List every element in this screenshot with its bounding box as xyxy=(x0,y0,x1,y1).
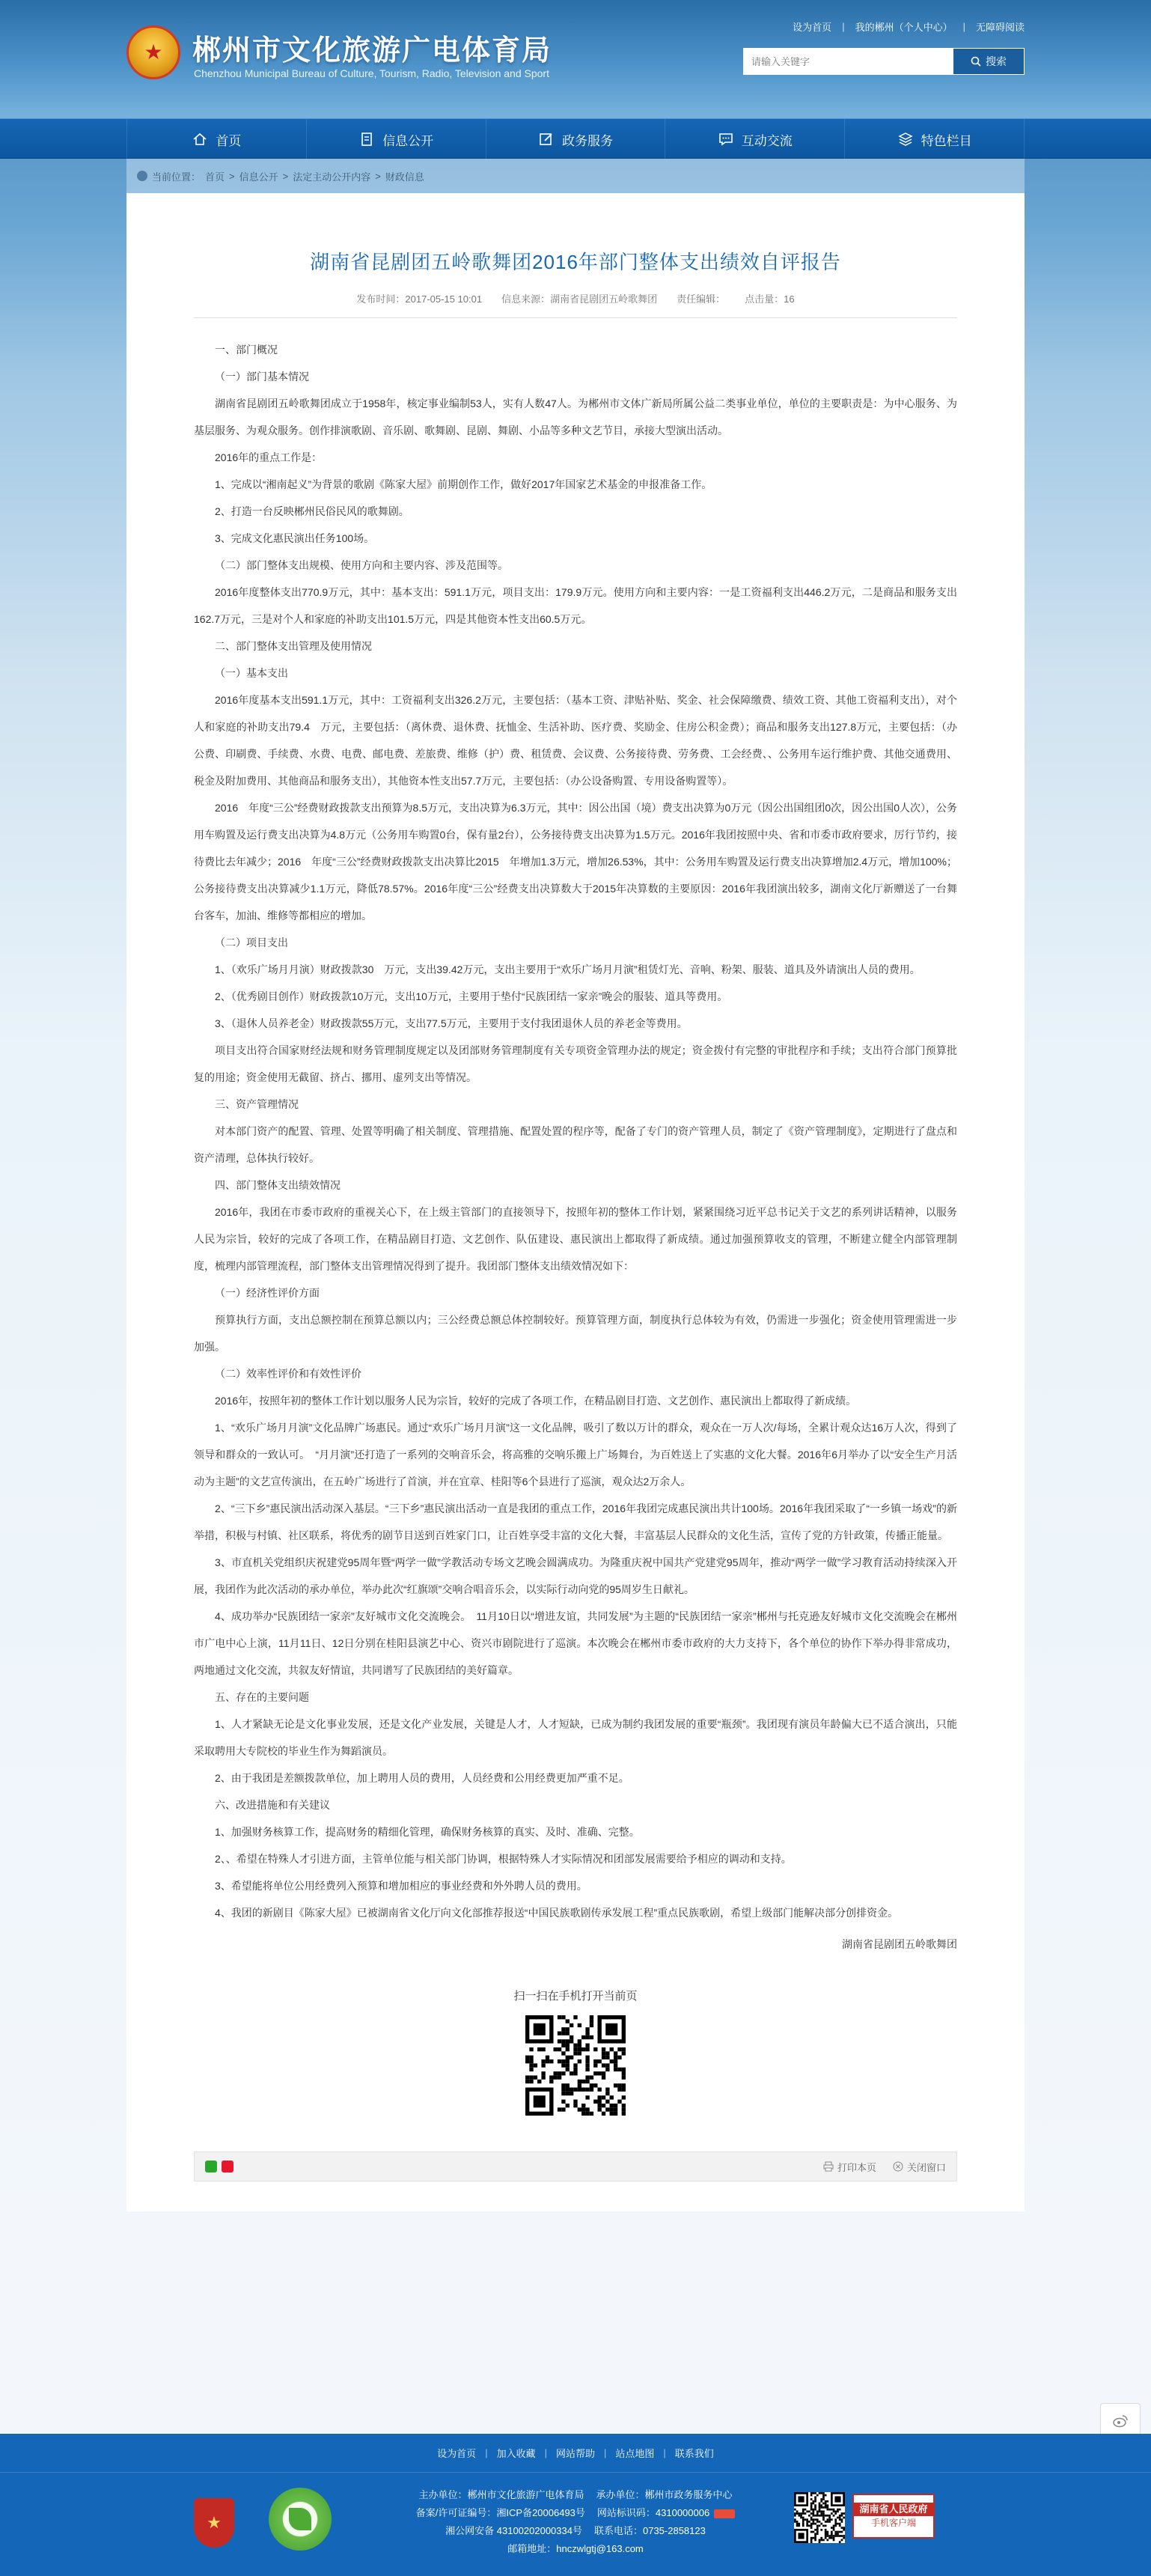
article-paragraph: （二）部门整体支出规模、使用方向和主要内容、涉及范围等。 xyxy=(215,559,508,571)
search-button-label: 搜索 xyxy=(986,55,1007,67)
article-paragraph: 3、（退休人员养老金）财政拨款55万元，支出77.5万元，主要用于支付我团退休人员的养老金等费用。 xyxy=(215,1017,688,1029)
print-icon xyxy=(823,2161,834,2172)
weibo-share-icon[interactable] xyxy=(222,2161,233,2172)
nav-item-label: 政务服务 xyxy=(561,133,613,148)
site-title[interactable]: 郴州市文化旅游广电体育局 xyxy=(192,35,552,67)
footer-phone: 联系电话：0735-2858123 xyxy=(593,2525,706,2536)
print-button[interactable] xyxy=(823,2160,876,2174)
location-icon xyxy=(137,171,147,181)
article-paragraph: （一）基本支出 xyxy=(215,667,288,679)
article-paragraph: 五、存在的主要问题 xyxy=(215,1691,309,1703)
article-paragraph: 2、（优秀剧目创作）财政拨款10万元，支出10万元，主要用于垫付“民族团结一家亲”晚会的服装、道具等费用。 xyxy=(215,990,728,1002)
document-icon xyxy=(358,131,375,147)
qr-caption: 扫一扫在手机打开当前页 xyxy=(513,1990,638,2003)
layers-icon xyxy=(897,131,914,147)
article-paragraph: 3、市直机关党组织庆祝建党95周年暨“两学一做”学教活动专场文艺晚会圆满成功。为隆重庆祝中国共产党建党95周年，推动“两学一做”学习教育活动持续深入开展，我团作为此次活动的承办单位，举办此次“红旗颂”交响合唱音乐会，以实际行动向党的95周岁生日献礼。 xyxy=(194,1556,957,1595)
ipv6-badge-icon xyxy=(714,2509,735,2518)
breadcrumb-item-statutory[interactable]: 法定主动公开内容 xyxy=(293,171,371,183)
info-source: 信息来源：湖南省昆剧团五岭歌舞团 xyxy=(501,293,658,305)
top-links: 设为首页 | 我的郴州（个人中心） | 无障碍阅读 xyxy=(793,21,1025,33)
article-paragraph: 2016年，我团在市委市政府的重视关心下，在上级主管部门的直接领导下，按照年初的整体工作计划，紧紧围绕习近平总书记关于文艺的系列讲话精神，以服务人民为宗旨，较好的完成了各项工作，在精品剧目打造、文艺创作、队伍建设、惠民演出上都取得了新成绩。通过加强预算收支的管理，不断建立健全内部管理制度，梳理内部管理流程，部门整体支出管理情况得到了提升。我团部门整体支出绩效情况如下： xyxy=(194,1206,957,1272)
set-homepage-link[interactable]: 设为首页 xyxy=(793,22,832,33)
close-label: 关闭窗口 xyxy=(906,2161,946,2173)
search-button[interactable] xyxy=(953,48,1025,75)
article-paragraph: 2、由于我团是差额拨款单位，加上聘用人员的费用，人员经费和公用经费更加严重不足。 xyxy=(215,1772,629,1784)
article-paragraph: 对本部门资产的配置、管理、处置等明确了相关制度、管理措施、配置处置的程序等，配备了专门的资产管理人员，制定了《资产管理制度》，定期进行了盘点和资产清理，总体执行较好。 xyxy=(194,1125,957,1164)
gov-badge-bottom: 手机客户端 xyxy=(870,2518,916,2528)
article-paragraph: 2、、希望在特殊人才引进方面，主管单位能与相关部门协调，根据特殊人才实际情况和团部发展需要给予相应的调动和支持。 xyxy=(215,1853,792,1865)
article-body xyxy=(194,336,957,1926)
breadcrumb: 当前位置： 首页 > 信息公开 > 法定主动公开内容 > 财政信息 xyxy=(126,159,1025,193)
breadcrumb-item-finance[interactable]: 财政信息 xyxy=(385,171,424,183)
nav-item-label: 首页 xyxy=(216,133,242,148)
nav-item-label: 互动交流 xyxy=(741,133,793,148)
article-paragraph: 一、部门概况 xyxy=(215,344,278,356)
search-input[interactable] xyxy=(743,48,953,75)
article-paragraph: 2016年度整体支出770.9万元，其中：基本支出：591.1万元，项目支出：179.9万元。使用方向和主要内容：一是工资福利支出446.2万元，二是商品和服务支出162.7万元，三是对个人和家庭的补助支出101.5万元，四是其他资本性支出60.5万元。 xyxy=(194,586,957,625)
article-paragraph: （二）项目支出 xyxy=(215,937,288,949)
breadcrumb-item-info[interactable]: 信息公开 xyxy=(239,171,278,183)
search-box xyxy=(743,48,1025,75)
article-paragraph: 1、“欢乐广场月月演”文化品牌广场惠民。通过“欢乐广场月月演”这一文化品牌，吸引了数以万计的群众，观众在一万人次/每场，全累计观众达16万人次，得到了领导和群众的一致认可。 “月月演”还打造了一系列的交响音乐会，将高雅的交响乐搬上广场舞台，为百姓送上了实惠的文化大餐。2016年6月举办了以“安全生产月活动为主题”的文艺宣传演出，在五岭广场进行了首演，并在宜章、桂阳等6个县进行了巡演，观众达2万余人。 xyxy=(194,1422,957,1488)
breadcrumb-prefix: 当前位置： xyxy=(152,171,201,183)
home-icon xyxy=(192,131,208,147)
article-paragraph: 3、完成文化惠民演出任务100场。 xyxy=(215,532,375,544)
article-paragraph: 二、部门整体支出管理及使用情况 xyxy=(215,640,372,652)
footer-link-contact[interactable]: 联系我们 xyxy=(674,2448,714,2459)
accessibility-link[interactable]: 无障碍阅读 xyxy=(975,22,1025,33)
article-paragraph: （二）效率性评价和有效性评价 xyxy=(215,1368,361,1380)
footer-link-favorite[interactable]: 加入收藏 xyxy=(496,2448,536,2459)
nav-item-interaction[interactable] xyxy=(665,119,845,159)
article-card xyxy=(126,193,1025,2211)
article-paragraph: 1、完成以“湘南起义”为背景的歌剧《陈家大屋》前期创作工作，做好2017年国家艺术基金的申报准备工作。 xyxy=(215,478,712,490)
nav-item-gov-service[interactable] xyxy=(486,119,666,159)
wechat-share-icon[interactable] xyxy=(205,2161,217,2172)
close-window-button[interactable] xyxy=(893,2160,946,2174)
nav-item-featured[interactable] xyxy=(845,119,1025,159)
publish-date: 发布时间：2017-05-15 10:01 xyxy=(356,293,483,305)
editor: 责任编辑： xyxy=(677,293,726,305)
qr-block xyxy=(194,1988,957,2116)
site-footer xyxy=(0,2434,1151,2576)
footer-police[interactable]: 湘公网安备 43100202000334号 xyxy=(445,2525,582,2536)
article-paragraph: 三、资产管理情况 xyxy=(215,1098,299,1110)
article-paragraph: 2016年度基本支出591.1万元，其中：工资福利支出326.2万元，主要包括：（基本工资、津贴补贴、奖金、社会保障缴费、绩效工资、其他工资福利支出），对个人和家庭的补助支出79.4 万元，主要包括：（离休费、退休费、抚恤金、生活补助、医疗费、奖励金、住房公积金费）；商品和服务支出127.8万元，主要包括：（办公费、印刷费、手续费、水费、电费、邮电费、差旅费、维修（护）费、租赁费、会议费、公务接待费、劳务费、工会经费、、公务用车运行维护费、其他交通费用、税金及附加费用、其他商品和服务支出），其他资本性支出57.7万元，主要包括：（办公设备购置、专用设备购置等）。 xyxy=(194,694,957,787)
nav-item-label: 信息公开 xyxy=(382,133,434,148)
article-paragraph: 项目支出符合国家财经法规和财务管理制度规定以及团部财务管理制度有关专项资金管理办法的规定；资金拨付有完整的审批程序和手续；支出符合部门预算批复的用途；资金使用无截留、挤占、挪用、虚列支出等情况。 xyxy=(194,1044,957,1083)
national-emblem-icon: ★ xyxy=(126,25,180,79)
site-subtitle: Chenzhou Municipal Bureau of Culture, Tourism, Radio, Television and Sport xyxy=(194,67,549,79)
article-paragraph: 1、（欢乐广场月月演）财政拨款30 万元，支出39.42万元，支出主要用于“欢乐广场月月演”租赁灯光、音响、粉架、服装、道具及外请演出人员的费用。 xyxy=(215,963,921,975)
footer-site-code: 网站标识码：4310000006 xyxy=(596,2507,710,2518)
search-icon xyxy=(971,56,981,67)
article-paragraph: （一）部门基本情况 xyxy=(215,371,309,383)
site-header xyxy=(0,0,1151,118)
article-signature: 湖南省昆剧团五岭歌舞团 xyxy=(842,1938,957,1950)
article-paragraph: 4、成功举办“民族团结一家亲”友好城市文化交流晚会。 11月10日以“增进友谊，共同发展”为主题的“民族团结一家亲”郴州与托克逊友好城市文化交流晚会在郴州市广电中心上演，11月11日、12日分别在桂阳县演艺中心、资兴市剧院进行了巡演。本次晚会在郴州市委市政府的大力支持下，各个单位的协作下举办得非常成功，两地通过文化交流，共叙友好情谊，共同谱写了民族团结的美好篇章。 xyxy=(194,1610,957,1676)
footer-link-help[interactable]: 网站帮助 xyxy=(555,2448,595,2459)
article-paragraph: 2016年的重点工作是： xyxy=(215,451,323,463)
hunan-gov-app-badge[interactable] xyxy=(852,2494,935,2539)
close-icon xyxy=(893,2161,903,2172)
article-paragraph: 2、“三下乡”惠民演出活动深入基层。“三下乡”惠民演出活动一直是我团的重点工作，2016年我团完成惠民演出共计100场。2016年我团采取了“一乡镇一场戏”的新举措，积极与村镇、社区联系，将优秀的剧节目送到百姓家门口，让百姓享受丰富的文化大餐，丰富基层人民群众的文化生活，宣传了党的方针政策，传播正能量。 xyxy=(194,1502,957,1541)
print-label: 打印本页 xyxy=(837,2161,876,2173)
article-paragraph: 1、人才紧缺无论是文化事业发展，还是文化产业发展，关键是人才，人才短缺，已成为制约我团发展的重要“瓶颈”。我团现有演员年龄偏大已不适合演出，只能采取聘用大专院校的毕业生作为舞蹈演员。 xyxy=(194,1718,957,1757)
qr-code xyxy=(525,2015,626,2116)
footer-email: 邮箱地址：hnczwlgtj@163.com xyxy=(507,2543,644,2554)
article-paragraph: 2016 年度“三公”经费财政拨款支出预算为8.5万元，支出决算为6.3万元，其中：因公出国（境）费支出决算为0万元（因公出国组团0次，因公出国0人次），公务用车购置及运行费支出决算为4.8万元（公务用车购置0台，保有量2台），公务接待费支出决算为1.5万元。2016年我团按照中央、省和市委市政府要求，厉行节约，接待费比去年减少；2016 年度“三公”经费财政拨款支出决算比2015 年增加1.3万元，增加26.53%，其中：公务用车购置及运行费支出决算增加2.4万元，增加100%；公务接待费支出决算减少1.1万元，降低78.57%。2016年度“三公”经费支出决算数大于2015年决算数的主要原因：2016年我团演出较多，湖南文化厅新赠送了一台舞台客车，加油、维修等都相应的增加。 xyxy=(194,802,957,922)
article-meta xyxy=(194,291,957,318)
article-paragraph: 2、打造一台反映郴州民俗民风的歌舞剧。 xyxy=(215,505,409,517)
edit-icon xyxy=(538,131,555,147)
article-toolbar xyxy=(194,2152,957,2181)
weibo-icon xyxy=(1112,2413,1129,2429)
footer-link-sitemap[interactable]: 站点地图 xyxy=(615,2448,655,2459)
footer-links: 设为首页 | 加入收藏 | 网站帮助 | 站点地图 | 联系我们 xyxy=(0,2434,1151,2473)
article-paragraph: 湖南省昆剧团五岭歌舞团成立于1958年，核定事业编制53人，实有人数47人。为郴州市文体广新局所属公益二类事业单位，单位的主要职责是：为中心服务、为基层服务、为观众服务。创作排演歌剧、音乐剧、歌舞剧、昆剧、舞剧、小品等多种文艺节目，承接大型演出活动。 xyxy=(194,398,957,436)
article-paragraph: （一）经济性评价方面 xyxy=(215,1287,320,1299)
nav-item-home[interactable] xyxy=(126,119,307,159)
footer-link-homepage[interactable]: 设为首页 xyxy=(437,2448,477,2459)
chat-icon xyxy=(718,131,734,147)
footer-host: 主办单位：郴州市文化旅游广电体育局 xyxy=(418,2489,584,2500)
footer-qr-code xyxy=(794,2492,845,2543)
breadcrumb-item-home[interactable]: 首页 xyxy=(205,171,225,183)
article-paragraph: 1、加强财务核算工作，提高财务的精细化管理，确保财务核算的真实、及时、准确、完整。 xyxy=(215,1826,640,1838)
article-title: 湖南省昆剧团五岭歌舞团2016年部门整体支出绩效自评报告 xyxy=(310,251,841,273)
article-paragraph: 六、改进措施和有关建议 xyxy=(215,1799,330,1811)
gov-badge-top: 湖南省人民政府 xyxy=(854,2503,933,2516)
article-paragraph: 预算执行方面，支出总额控制在预算总额以内；三公经费总额总体控制较好。预算管理方面，制度执行总体较为有效，仍需进一步强化；资金使用管理需进一步加强。 xyxy=(194,1314,957,1353)
article-paragraph: 2016年，按照年初的整体工作计划以服务人民为宗旨，较好的完成了各项工作，在精品剧目打造、文艺创作、惠民演出上都取得了新成绩。 xyxy=(215,1395,857,1407)
nav-item-info-disclosure[interactable] xyxy=(307,119,486,159)
personal-center-link[interactable]: 我的郴州（个人中心） xyxy=(855,22,953,33)
article-paragraph: 3、希望能将单位公用经费列入预算和增加相应的事业经费和外外聘人员的费用。 xyxy=(215,1880,587,1892)
party-gov-badge-icon[interactable]: ★ xyxy=(194,2498,234,2548)
footer-icp[interactable]: 备案/许可证编号：湘ICP备20006493号 xyxy=(415,2507,585,2518)
article-paragraph: 4、我团的新剧目《陈家大屋》已被湖南省文化厅向文化部推荐报送“中国民族歌剧传承发展工程”重点民族歌剧，希望上级部门能解决部分创排资金。 xyxy=(215,1907,899,1919)
footer-organizer: 承办单位：郴州市政务服务中心 xyxy=(596,2489,733,2500)
main-nav xyxy=(0,118,1151,159)
hit-count: 点击量：16 xyxy=(745,293,795,305)
nav-item-label: 特色栏目 xyxy=(921,133,972,148)
article-paragraph: 四、部门整体支出绩效情况 xyxy=(215,1179,341,1191)
